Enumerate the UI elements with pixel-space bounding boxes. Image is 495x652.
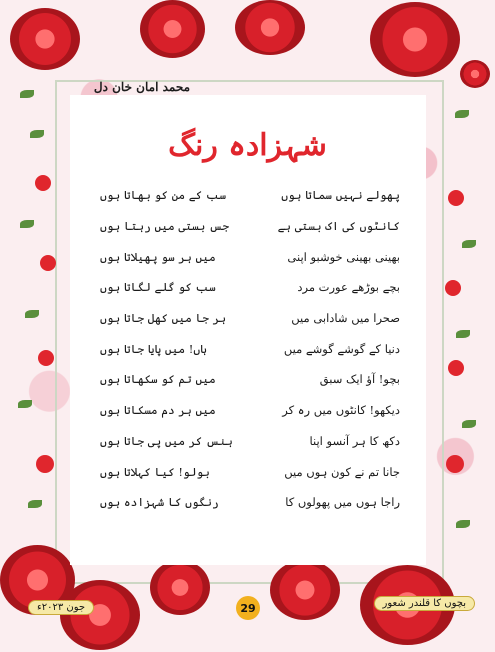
- rose-icon: [445, 280, 461, 296]
- rose-icon: [460, 60, 490, 88]
- verse-line-second: ہاں! میں پایا جاتا ہوں: [100, 341, 207, 356]
- verse-line-first: بھینی بھینی خوشبو اپنی: [287, 249, 400, 264]
- verse-line-second: میں تم کو سکھاتا ہوں: [100, 372, 216, 387]
- poem-verse: [100, 333, 400, 364]
- verse-line-first: جانا تم نے کون ہوں میں: [284, 464, 400, 479]
- issue-date-badge: جون ۲۰۲۳ء: [28, 600, 94, 615]
- verse-line-first: دکھ کا ہر آنسو اپنا: [309, 433, 400, 448]
- magazine-name-badge: بچوں کا قلندر شعور: [374, 596, 475, 611]
- leaf-icon: [28, 500, 42, 508]
- verse-line-second: ہر جا میں کھل جاتا ہوں: [100, 311, 227, 326]
- author-name: محمد امان خان دل: [93, 80, 190, 94]
- rose-icon: [448, 360, 464, 376]
- rose-icon: [446, 455, 464, 473]
- verse-line-second: میں ہر سو پھیلاتا ہوں: [100, 249, 216, 264]
- rose-icon: [40, 255, 56, 271]
- rose-icon: [38, 350, 54, 366]
- leaf-icon: [25, 310, 39, 318]
- poem-body: [100, 180, 400, 518]
- leaf-icon: [462, 420, 476, 428]
- poem-title: شہزادہ رنگ: [168, 128, 327, 163]
- rose-icon: [448, 190, 464, 206]
- verse-line-second: سب کو گلے لگاتا ہوں: [100, 280, 216, 295]
- poem-verse: [100, 456, 400, 487]
- verse-line-first: دیکھو! کانٹوں میں رہ کر: [282, 403, 400, 418]
- poem-verse: [100, 487, 400, 518]
- page-number-badge: 29: [236, 596, 260, 620]
- leaf-icon: [456, 330, 470, 338]
- poem-verse: [100, 426, 400, 457]
- rose-icon: [370, 2, 460, 77]
- rose-icon: [270, 560, 340, 620]
- verse-line-first: راجا ہوں میں پھولوں کا: [285, 495, 400, 510]
- rose-icon: [36, 455, 54, 473]
- rose-icon: [150, 560, 210, 615]
- rose-icon: [10, 8, 80, 70]
- leaf-icon: [18, 400, 32, 408]
- leaf-icon: [20, 90, 34, 98]
- poem-verse: [100, 180, 400, 211]
- verse-line-first: دنیا کے گوشے گوشے میں: [283, 341, 400, 356]
- verse-line-second: بولو! کیا کہلاتا ہوں: [100, 464, 210, 479]
- verse-line-second: ہنس کر میں پی جاتا ہوں: [100, 433, 233, 448]
- poem-verse: [100, 272, 400, 303]
- verse-line-second: سب کے من کو بھاتا ہوں: [100, 188, 227, 203]
- verse-line-first: پھولے نہیں سماتا ہوں: [281, 188, 400, 203]
- verse-line-second: میں ہر دم مسکاتا ہوں: [100, 403, 216, 418]
- poem-verse: [100, 211, 400, 242]
- rose-icon: [60, 580, 140, 650]
- leaf-icon: [455, 110, 469, 118]
- rose-icon: [140, 0, 205, 58]
- rose-icon: [35, 175, 51, 191]
- poem-verse: [100, 303, 400, 334]
- verse-line-first: بچو! آؤ ایک سبق: [319, 372, 400, 387]
- rose-icon: [235, 0, 305, 55]
- leaf-icon: [20, 220, 34, 228]
- verse-line-second: جس بستی میں رہتا ہوں: [100, 219, 230, 234]
- poem-verse: [100, 241, 400, 272]
- verse-line-first: صحرا میں شادابی میں: [291, 311, 400, 326]
- leaf-icon: [456, 520, 470, 528]
- leaf-icon: [462, 240, 476, 248]
- verse-line-first: بچے بوڑھے عورت مرد: [297, 280, 400, 295]
- poem-verse: [100, 364, 400, 395]
- verse-line-second: رنگوں کا شہزادہ ہوں: [100, 495, 219, 510]
- verse-line-first: کانٹوں کی اک بستی ہے: [277, 219, 400, 234]
- poem-verse: [100, 395, 400, 426]
